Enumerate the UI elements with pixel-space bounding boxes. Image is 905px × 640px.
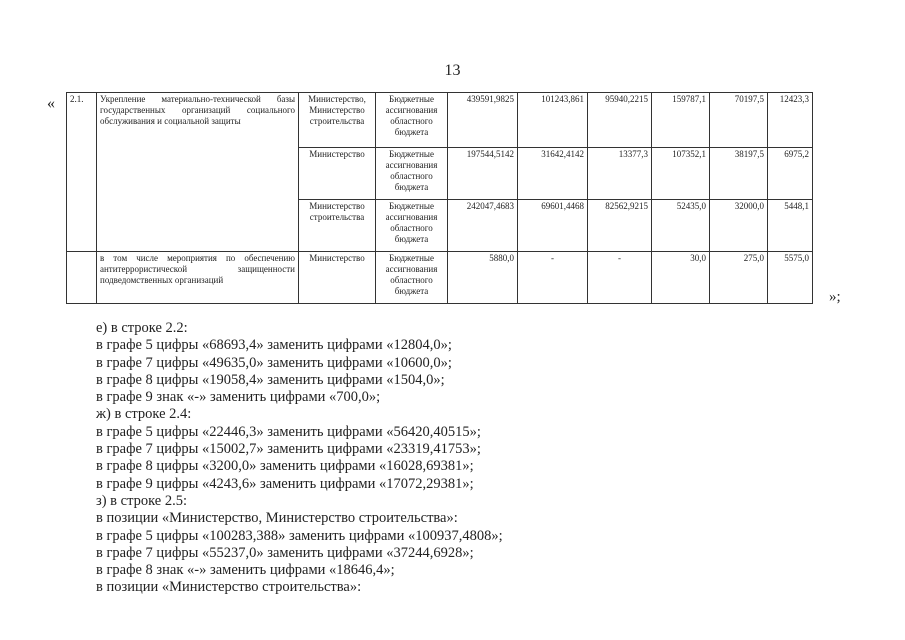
value-cell: 30,0 [652,252,710,304]
empty-cell [67,252,97,304]
value-cell: 5880,0 [448,252,518,304]
value-cell: 69601,4468 [518,200,588,252]
text-line: в графе 7 цифры «55237,0» заменить цифрами «37244,6928»; [96,544,474,561]
source-cell: Бюджетные ассигнования областного бюджета [376,252,448,304]
executor-cell: Министерство строительства [299,200,376,252]
budget-table [66,92,813,304]
sub-description: в том числе мероприятия по обеспечению антитеррористической защищенности подведомственных организаций [97,252,299,304]
opening-quote: « [47,95,55,112]
page-number: 13 [444,62,461,79]
source-cell: Бюджетные ассигнования областного бюджета [376,93,448,148]
row-description: Укрепление материально-технической базы государственных организаций социального обслуживания и социальной защиты [97,93,299,252]
value-cell: 107352,1 [652,148,710,200]
value-cell: 70197,5 [710,93,768,148]
text-line: в графе 8 цифры «19058,4» заменить цифрами «1504,0»; [96,371,445,388]
text-line: ж) в строке 2.4: [96,406,192,423]
source-cell: Бюджетные ассигнования областного бюджета [376,200,448,252]
text-line: в графе 5 цифры «100283,388» заменить цифрами «100937,4808»; [96,527,503,544]
closing-quote: »; [829,289,841,305]
text-line: в графе 5 цифры «22446,3» заменить цифрами «56420,40515»; [96,423,481,440]
executor-cell: Министерство [299,148,376,200]
value-cell: 13377,3 [588,148,652,200]
value-cell: 197544,5142 [448,148,518,200]
amendments-text [96,320,856,597]
text-line: в графе 7 цифры «15002,7» заменить цифрами «23319,41753»; [96,441,481,458]
value-cell: 12423,3 [768,93,813,148]
value-cell: 52435,0 [652,200,710,252]
source-cell: Бюджетные ассигнования областного бюджета [376,148,448,200]
value-cell: 439591,9825 [448,93,518,148]
value-cell: 242047,4683 [448,200,518,252]
text-line: е) в строке 2.2: [96,320,188,336]
table-row [67,93,813,148]
value-cell: 32000,0 [710,200,768,252]
value-cell: 82562,9215 [588,200,652,252]
value-cell: 5575,0 [768,252,813,304]
text-line: з) в строке 2.5: [96,492,188,509]
value-cell: - [588,252,652,304]
executor-cell: Министерство [299,252,376,304]
text-line: в графе 5 цифры «68693,4» заменить цифрами «12804,0»; [96,337,452,354]
text-line: в графе 9 знак «-» заменить цифрами «700,0»; [96,389,381,406]
value-cell: 275,0 [710,252,768,304]
text-line: в позиции «Министерство строительства»: [96,579,362,596]
value-cell: 5448,1 [768,200,813,252]
text-line: в позиции «Министерство, Министерство строительства»: [96,510,458,527]
value-cell: 31642,4142 [518,148,588,200]
text-line: в графе 7 цифры «49635,0» заменить цифрами «10600,0»; [96,354,452,371]
value-cell: 6975,2 [768,148,813,200]
value-cell: 38197,5 [710,148,768,200]
value-cell: 95940,2215 [588,93,652,148]
table-row [67,252,813,304]
text-line: в графе 9 цифры «4243,6» заменить цифрами «17072,29381»; [96,475,474,492]
text-line: в графе 8 цифры «3200,0» заменить цифрами «16028,69381»; [96,458,474,475]
row-number: 2.1. [67,93,97,252]
text-line: в графе 8 знак «-» заменить цифрами «18646,4»; [96,562,395,579]
value-cell: 101243,861 [518,93,588,148]
value-cell: - [518,252,588,304]
executor-cell: Министерство, Министерство строительства [299,93,376,148]
value-cell: 159787,1 [652,93,710,148]
